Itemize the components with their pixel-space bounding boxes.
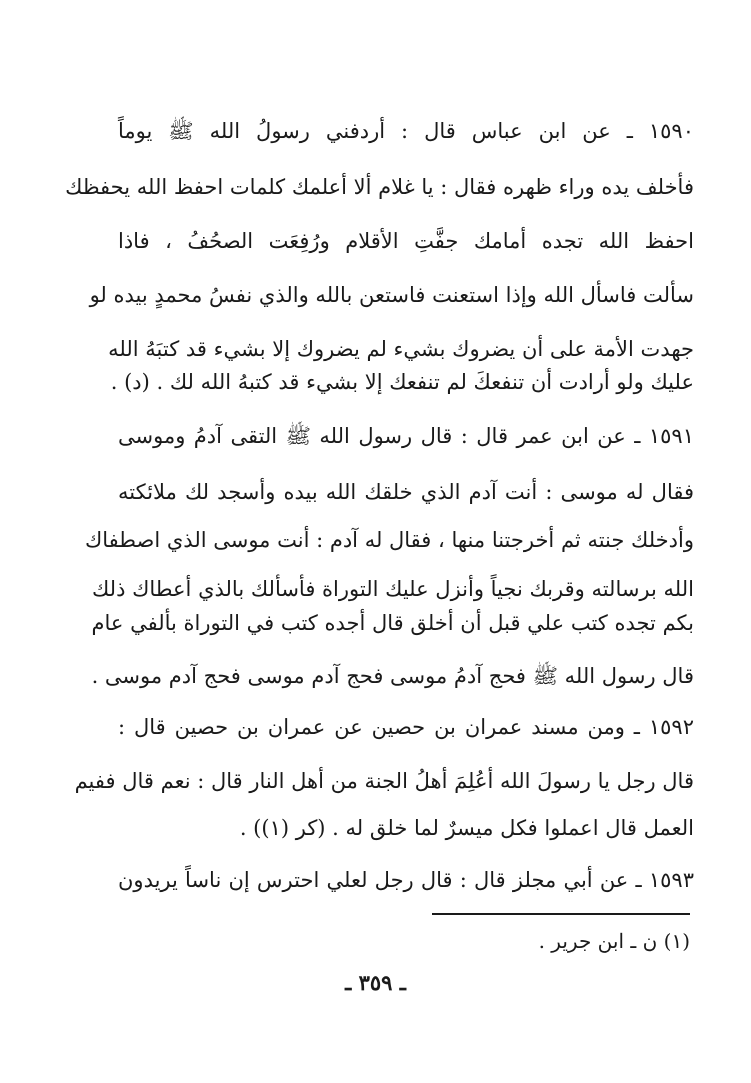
hadith-1591-line-5: بكم تجده كتب علي قبل أن أخلق قال أجده كتب في التوراة بألفي عام <box>91 611 694 635</box>
hadith-1590-line-2: فأخلف يده وراء ظهره فقال : يا غلام ألا أعلمك كلمات احفظ الله يحفظك <box>65 175 694 199</box>
footnote-divider <box>432 913 690 915</box>
hadith-1591-line-2: فقال له موسى : أنت آدم الذي خلقك الله بيده وأسجد لك ملائكته <box>118 480 694 504</box>
hadith-1591-line-3: وأدخلك جنته ثم أخرجتنا منها ، فقال له آدم : أنت موسى الذي اصطفاك <box>84 528 694 552</box>
hadith-1591-line-4: الله برسالته وقربك نجياً وأنزل عليك التوراة فأسألك بالذي أعطاك ذلك <box>91 577 694 601</box>
hadith-1590-line-1: ١٥٩٠ ـ عن ابن عباس قال : أردفني رسولُ الله ﷺ يوماً <box>118 119 694 143</box>
hadith-1592-line-2: قال رجل يا رسولَ الله أعُلِمَ أهلُ الجنة من أهل النار قال : نعم قال ففيم <box>74 769 694 793</box>
hadith-1592-line-1: ١٥٩٢ ـ ومن مسند عمران بن حصين عن عمران بن حصين قال : <box>118 715 694 739</box>
hadith-1591-line-1: ١٥٩١ ـ عن ابن عمر قال : قال رسول الله ﷺ التقى آدمُ وموسى <box>118 424 694 448</box>
hadith-1590-line-6: عليك ولو أرادت أن تنفعكَ لم تنفعك إلا بشيء قد كتبهُ الله لك . (د) . <box>110 370 694 394</box>
page-number: ـ ٣٥٩ ـ <box>345 970 406 995</box>
footnote: (١) ن ـ ابن جرير . <box>538 929 690 953</box>
hadith-1591-line-6: قال رسول الله ﷺ فحج آدمُ موسى فحج آدم موسى فحج آدم موسى . <box>91 664 694 688</box>
hadith-1590-line-5: جهدت الأمة على أن يضروك بشيء لم يضروك إلا بشيء قد كتبَهُ الله <box>108 337 694 361</box>
hadith-1590-line-3: احفظ الله تجده أمامك جفَّتِ الأقلام ورُفِعَت الصحُفُ ، فاذا <box>118 229 694 253</box>
hadith-1590-line-4: سألت فاسأل الله وإذا استعنت فاستعن بالله والذي نفسُ محمدٍ بيده لو <box>89 283 694 307</box>
hadith-1592-line-3: العمل قال اعملوا فكل ميسرٌ لما خلق له . (كر (١)) . <box>239 816 694 840</box>
hadith-1593-line-1: ١٥٩٣ ـ عن أبي مجلز قال : قال رجل لعلي احترس إن ناساً يريدون <box>118 868 694 892</box>
